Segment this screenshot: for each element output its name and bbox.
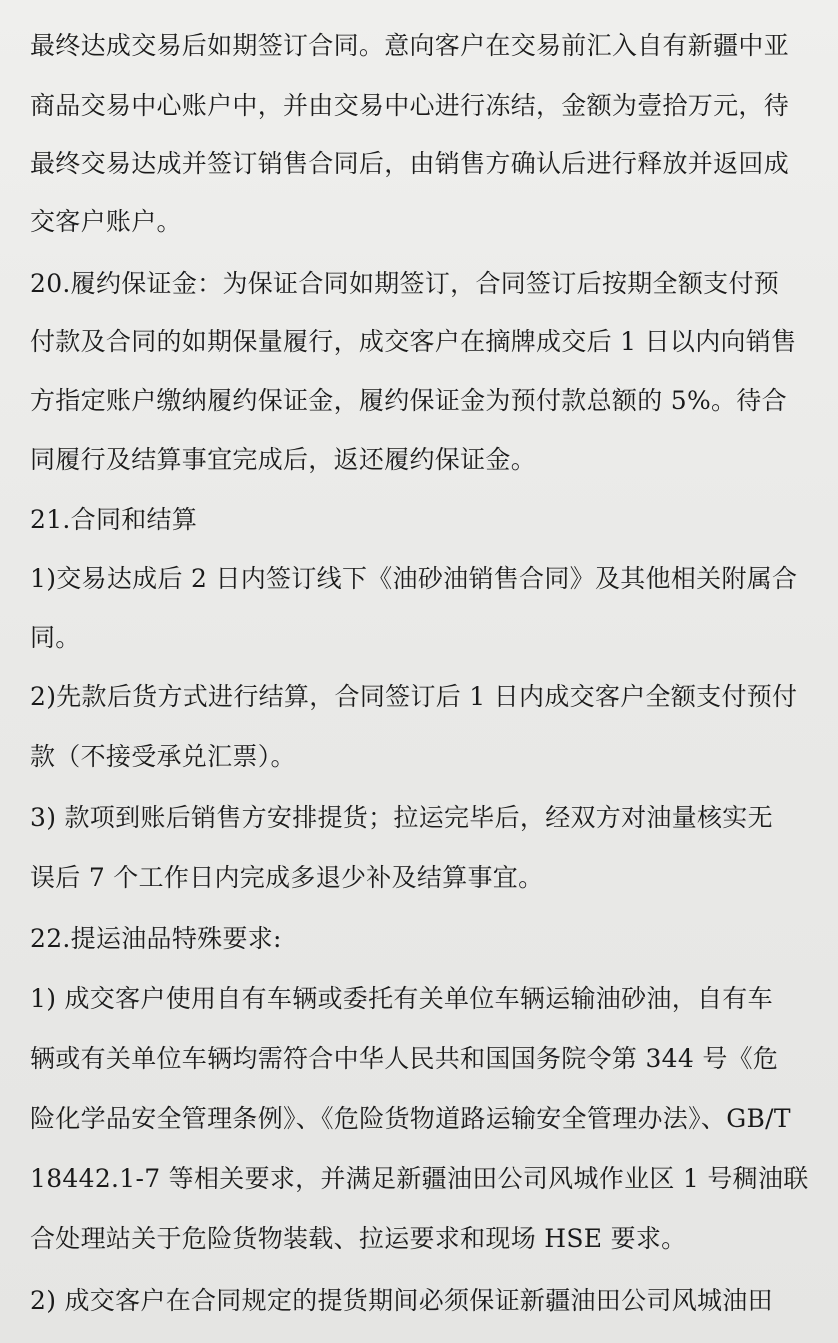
text-line: 18442.1-7 等相关要求，并满足新疆油田公司风城作业区 1 号稠油联 [30, 1164, 809, 1193]
text-line: 1)交易达成后 2 日内签订线下《油砂油销售合同》及其他相关附属合 [30, 564, 798, 593]
text-line: 合处理站关于危险货物装载、拉运要求和现场 HSE 要求。 [30, 1224, 687, 1253]
text-line: 方指定账户缴纳履约保证金，履约保证金为预付款总额的 5%。待合 [30, 386, 787, 415]
text-line: 1) 成交客户使用自有车辆或委托有关单位车辆运输油砂油，自有车 [30, 984, 773, 1013]
text-line: 最终交易达成并签订销售合同后，由销售方确认后进行释放并返回成 [30, 149, 790, 178]
text-line: 辆或有关单位车辆均需符合中华人民共和国国务院令第 344 号《危 [30, 1044, 779, 1073]
text-line: 20.履约保证金：为保证合同如期签订，合同签订后按期全额支付预 [30, 269, 780, 298]
text-line: 2) 成交客户在合同规定的提货期间必须保证新疆油田公司风城油田 [30, 1286, 773, 1315]
text-line: 付款及合同的如期保量履行，成交客户在摘牌成交后 1 日以内向销售 [30, 327, 797, 356]
text-line: 商品交易中心账户中，并由交易中心进行冻结，金额为壹拾万元，待 [30, 91, 790, 120]
text-line: 交客户账户。 [30, 207, 182, 236]
section-heading: 22.提运油品特殊要求: [30, 924, 282, 953]
text-line: 同履行及结算事宜完成后，返还履约保证金。 [30, 445, 537, 474]
section-heading: 21.合同和结算 [30, 505, 198, 534]
text-line: 款（不接受承兑汇票）。 [30, 742, 296, 771]
text-line: 误后 7 个工作日内完成多退少补及结算事宜。 [30, 863, 544, 892]
text-line: 最终达成交易后如期签订合同。意向客户在交易前汇入自有新疆中亚 [30, 31, 790, 60]
text-line: 3) 款项到账后销售方安排提货；拉运完毕后，经双方对油量核实无 [30, 803, 773, 832]
text-line: 险化学品安全管理条例》、《危险货物道路运输安全管理办法》、GB/T [30, 1104, 791, 1133]
text-line: 同。 [30, 623, 81, 652]
text-line: 2)先款后货方式进行结算，合同签订后 1 日内成交客户全额支付预付 [30, 682, 798, 711]
